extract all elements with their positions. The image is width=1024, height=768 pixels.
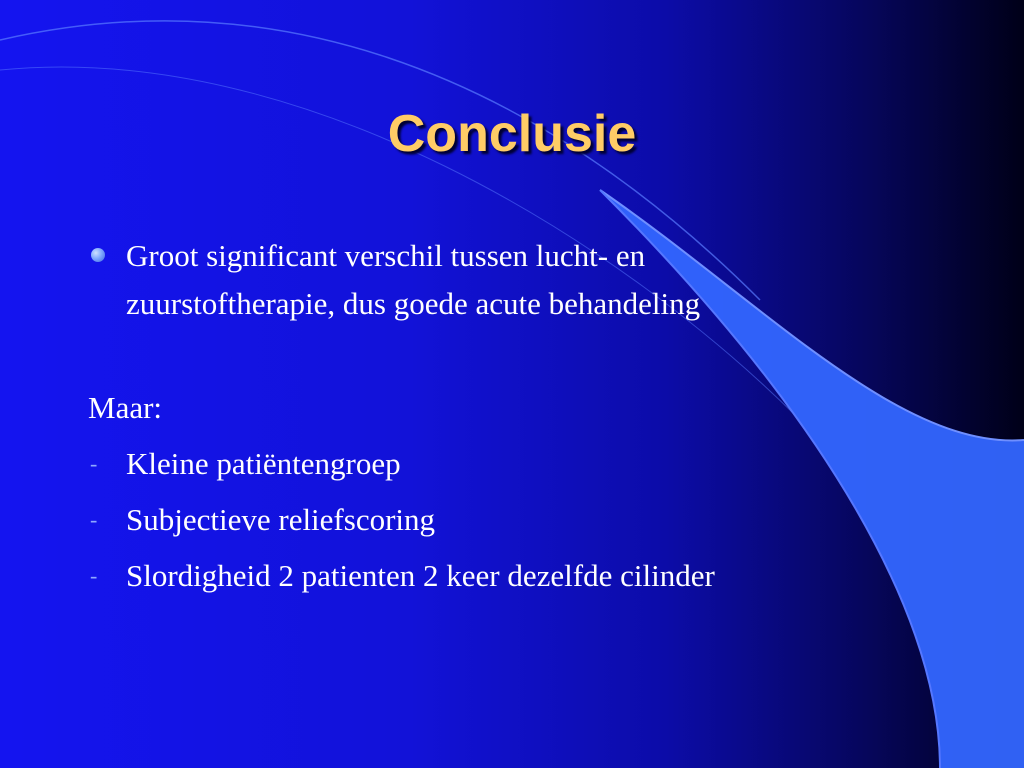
dash-marker: -: [90, 563, 98, 588]
dash-item-text: Slordigheid 2 patienten 2 keer dezelfde cilinder: [126, 558, 715, 593]
dash-item: [88, 552, 928, 600]
dash-marker: -: [90, 451, 98, 476]
dash-item-text: Kleine patiëntengroep: [126, 446, 401, 481]
dash-item: [88, 440, 928, 488]
dash-item: [88, 496, 928, 544]
bullet-line-1: Groot significant verschil tussen lucht- en: [126, 238, 646, 273]
bullet-item: [88, 232, 928, 328]
bullet-dot-icon: [91, 248, 105, 262]
dash-item-text: Subjectieve reliefscoring: [126, 502, 436, 537]
maar-label: Maar:: [88, 390, 163, 425]
slide-title: Conclusie: [387, 105, 637, 163]
bullet-line-2: zuurstoftherapie, dus goede acute behandeling: [126, 286, 701, 321]
slide-content: [88, 232, 928, 600]
dash-marker: -: [90, 507, 98, 532]
